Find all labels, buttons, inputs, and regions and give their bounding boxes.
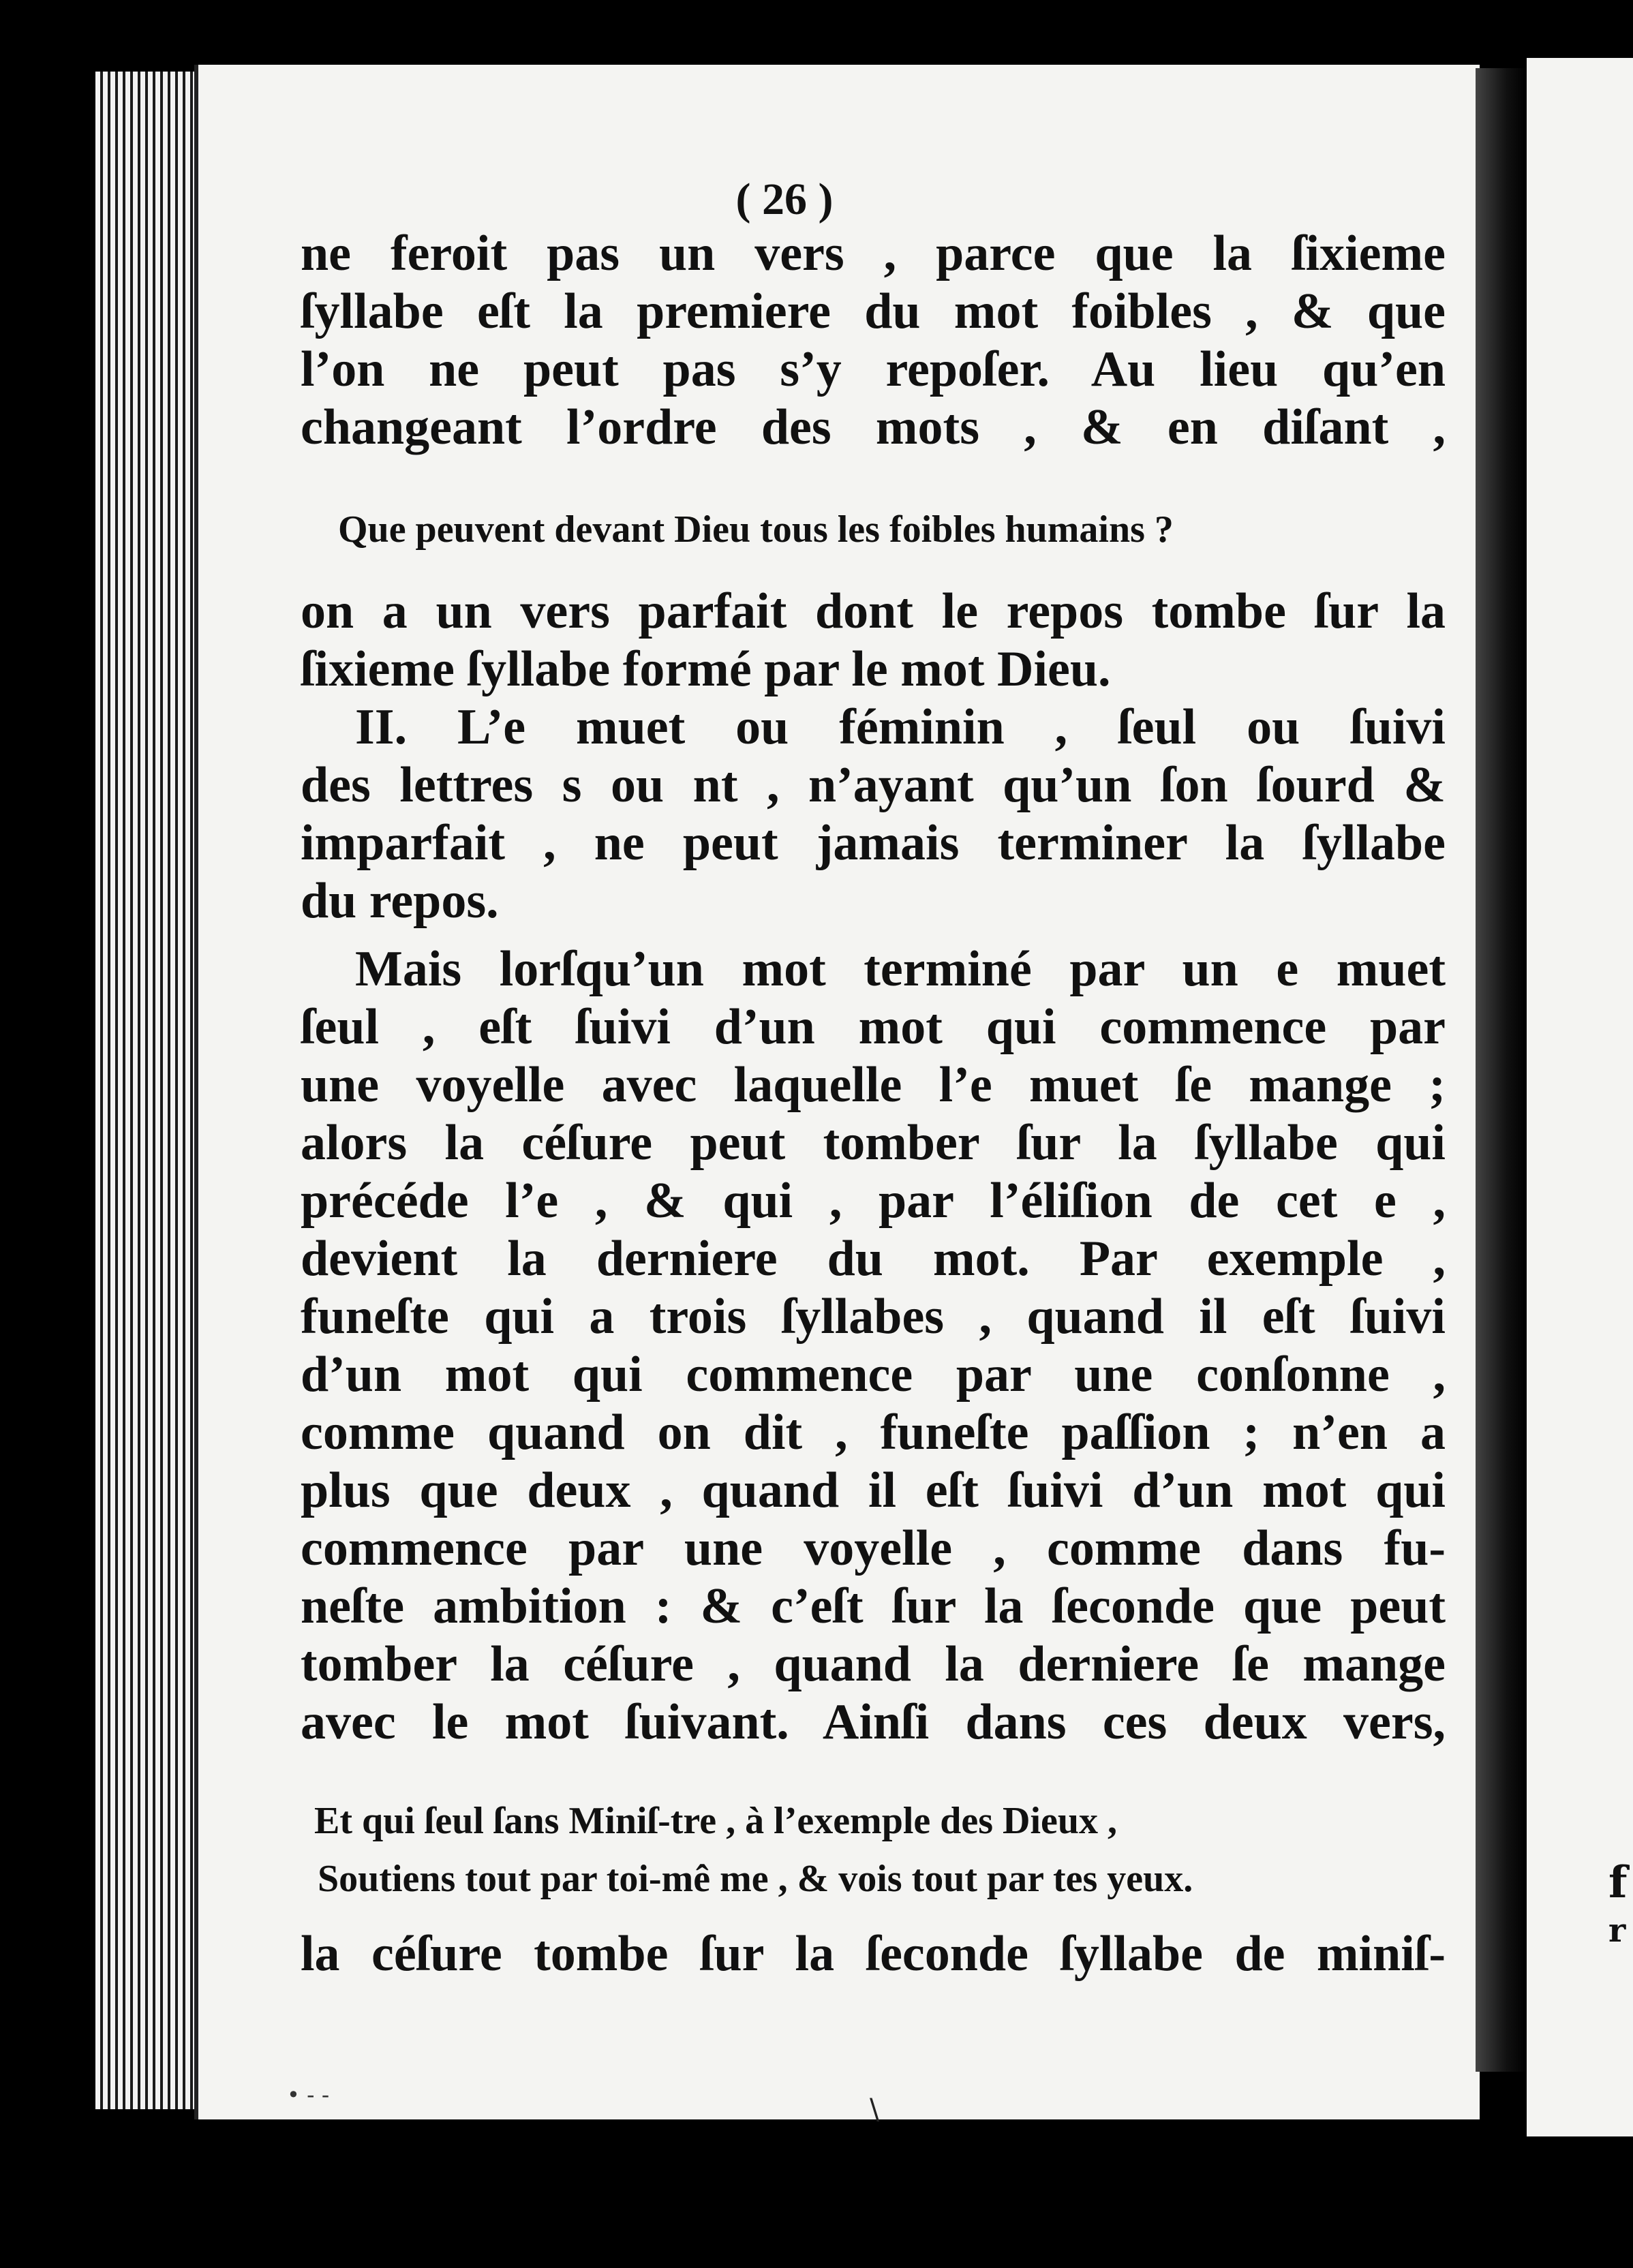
text-line: tomber la céſure , quand la derniere ſe mange	[301, 1636, 1446, 1692]
text-line: du repos.	[301, 873, 499, 929]
page-number: ( 26 )	[735, 174, 834, 224]
text-line: commence par une voyelle , comme dans fu-	[301, 1520, 1446, 1576]
text-line: devient la derniere du mot. Par exemple ,	[301, 1231, 1446, 1287]
text-line: l’on ne peut pas s’y repoſer. Au lieu qu’en	[301, 341, 1446, 397]
text-line: changeant l’ordre des mots , & en diſant ,	[301, 399, 1446, 455]
stray-marks: • - -	[287, 2082, 330, 2108]
text-line: d’un mot qui commence par une conſonne ,	[301, 1347, 1446, 1403]
text-line: une voyelle avec laquelle l’e muet ſe mange ;	[301, 1057, 1446, 1113]
text-line: comme quand on dit , funeſte paſſion ; n’en a	[301, 1405, 1446, 1460]
text-line: plus que deux , quand il eſt ſuivi d’un mot qui	[301, 1462, 1446, 1518]
text-line: on a un vers parfait dont le repos tombe ſur la	[301, 583, 1446, 639]
gutter-shadow	[1476, 68, 1527, 2072]
text-line: la céſure tombe ſur la ſeconde ſyllabe de miniſ-	[301, 1926, 1446, 1982]
text-line: ſeul , eſt ſuivi d’un mot qui commence par	[301, 999, 1446, 1055]
text-line: ne feroit pas un vers , parce que la ſixieme	[301, 226, 1446, 281]
text-line: avec le mot ſuivant. Ainſi dans ces deux vers,	[301, 1694, 1446, 1750]
text-line: imparfait , ne peut jamais terminer la ſyllabe	[301, 815, 1446, 871]
text-line: alors la céſure peut tomber ſur la ſyllabe qui	[301, 1115, 1446, 1171]
text-line: neſte ambition : & c’eſt ſur la ſeconde que peut	[301, 1578, 1446, 1634]
stray-mark: \	[870, 2092, 880, 2126]
text-line: des lettres s ou nt , n’ayant qu’un ſon ſourd &	[301, 757, 1446, 813]
page-edges	[95, 72, 198, 2109]
facing-page-fragment: f	[1608, 1857, 1628, 1908]
verse-line: Et qui ſeul ſans Miniſ-tre , à l’exemple des Dieux ,	[314, 1800, 1118, 1842]
text-line: ſixieme ſyllabe formé par le mot Dieu.	[301, 641, 1111, 697]
facing-page-fragment: r	[1608, 1912, 1626, 1950]
verse-line: Soutiens tout par toi-mê me , & vois tout par tes yeux.	[318, 1858, 1193, 1900]
text-line: précéde l’e , & qui , par l’éliſion de cet e ,	[301, 1173, 1446, 1229]
book-page	[194, 65, 1480, 2126]
text-line: II. L’e muet ou féminin , ſeul ou ſuivi	[355, 699, 1446, 755]
verse-line: Que peuvent devant Dieu tous les foibles humains ?	[338, 508, 1174, 551]
text-line: Mais lorſqu’un mot terminé par un e muet	[355, 941, 1446, 997]
text-line: funeſte qui a trois ſyllabes , quand il eſt ſuivi	[301, 1289, 1446, 1345]
text-line: ſyllabe eſt la premiere du mot foibles , & que	[301, 284, 1446, 339]
facing-page	[1527, 58, 1633, 2136]
